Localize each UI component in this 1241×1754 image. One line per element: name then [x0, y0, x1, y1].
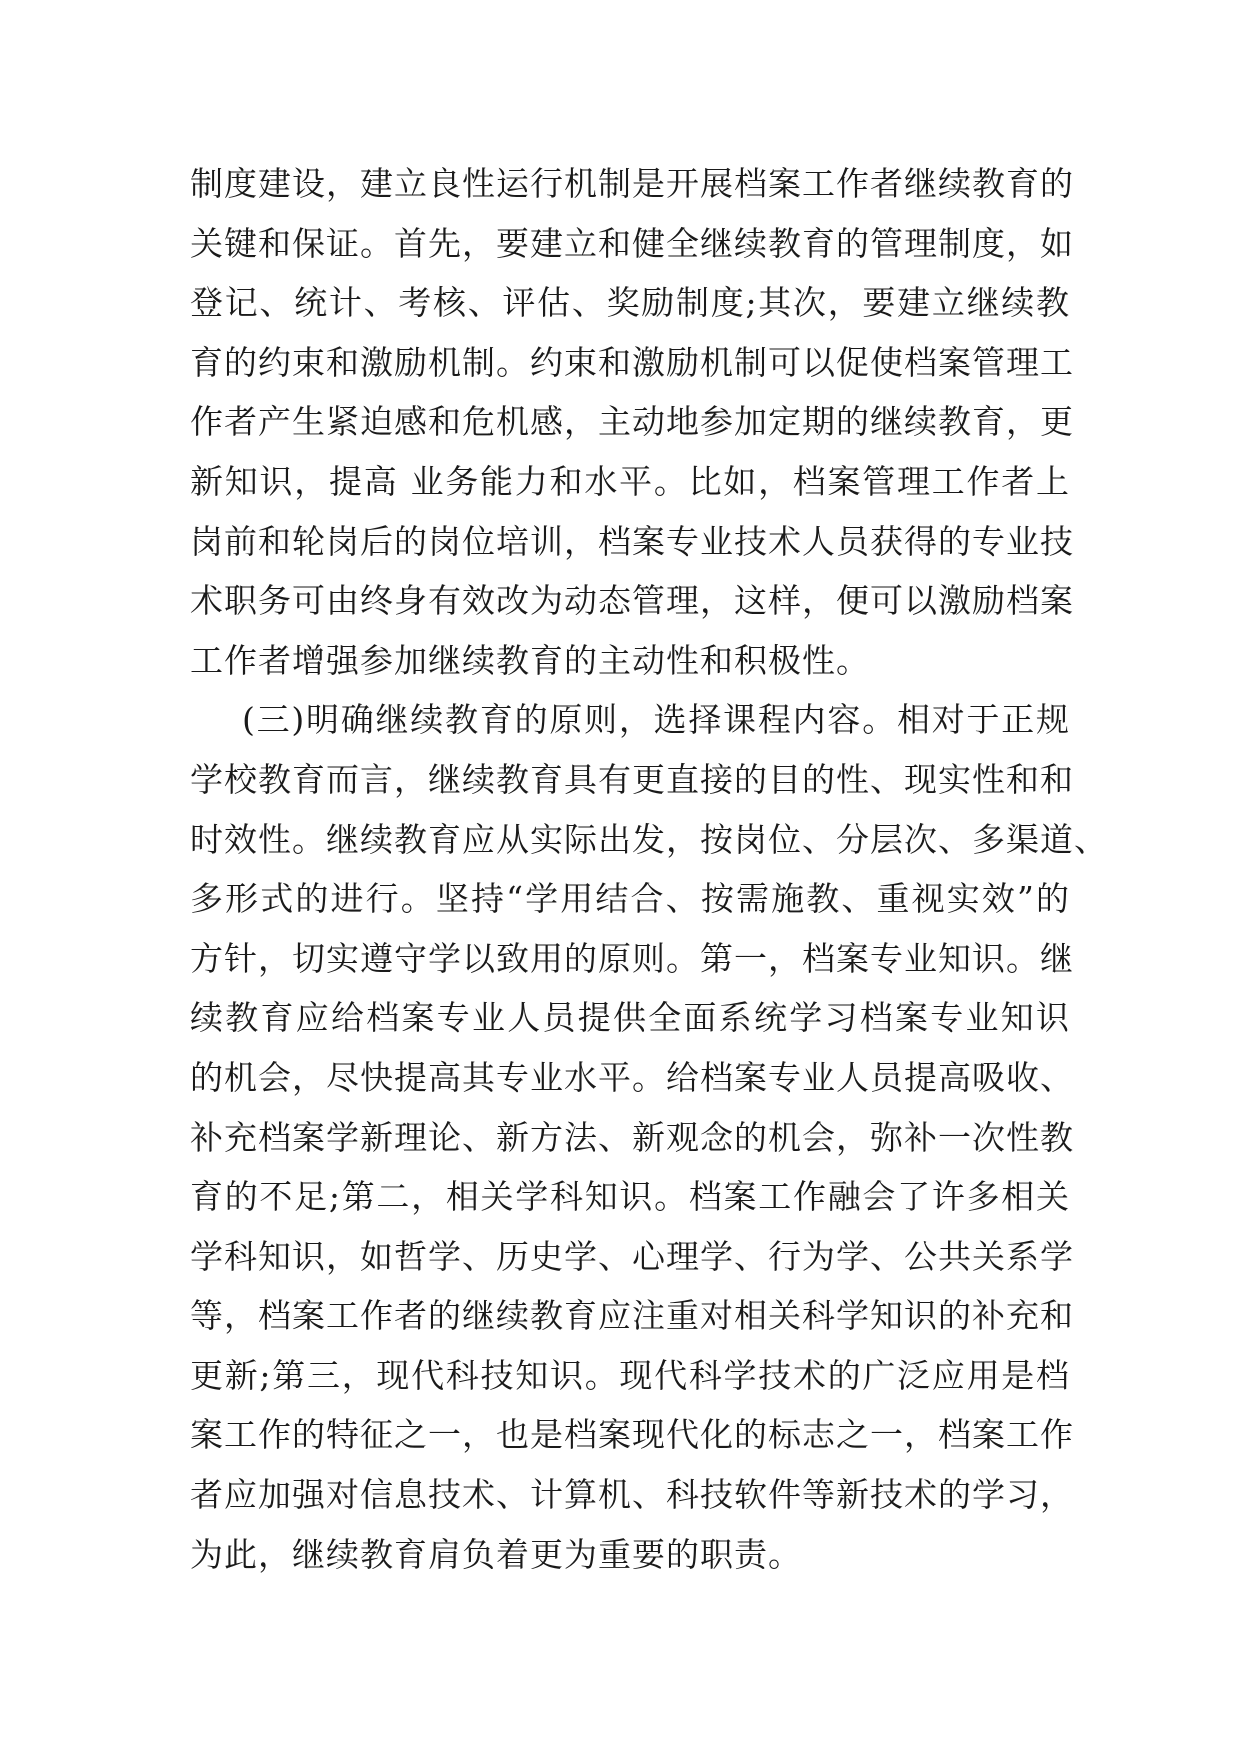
text-line: 的机会，尽快提高其专业水平。给档案专业人员提高吸收、 — [190, 1057, 1074, 1097]
text-line: 等，档案工作者的继续教育应注重对相关科学知识的补充和 — [190, 1296, 1074, 1336]
text-line: 作者产生紧迫感和危机感，主动地参加定期的继续教育，更 — [190, 402, 1074, 442]
text-line: 育的约束和激励机制。约束和激励机制可以促使档案管理工 — [190, 342, 1074, 382]
text-line: 岗前和轮岗后的岗位培训，档案专业技术人员获得的专业技 — [190, 521, 1074, 561]
text-line: 补充档案学新理论、新方法、新观念的机会，弥补一次性教 — [190, 1117, 1074, 1157]
text-line: 登记、统计、考核、评估、奖励制度;其次，要建立继续教 — [190, 283, 1070, 323]
text-line: 制度建设，建立良性运行机制是开展档案工作者继续教育的 — [190, 164, 1074, 203]
text-line: 者应加强对信息技术、计算机、科技软件等新技术的学习， — [190, 1475, 1074, 1515]
text-line: (三)明确继续教育的原则，选择课程内容。相对于正规 — [242, 700, 1070, 740]
text-line: 为此，继续教育肩负着更为重要的职责。 — [190, 1534, 802, 1574]
text-line: 方针，切实遵守学以致用的原则。第一，档案专业知识。继 — [190, 938, 1074, 978]
body-text — [190, 154, 1108, 1584]
text-line: 续教育应给档案专业人员提供全面系统学习档案专业知识 — [190, 998, 1070, 1038]
text-line: 多形式的进行。坚持“学用结合、按需施教、重视实效”的 — [190, 879, 1070, 919]
text-line: 关键和保证。首先，要建立和健全继续教育的管理制度，如 — [190, 223, 1074, 263]
text-line: 学校教育而言，继续教育具有更直接的目的性、现实性和和 — [190, 759, 1074, 799]
text-line: 育的不足;第二，相关学科知识。档案工作融会了许多相关 — [190, 1177, 1070, 1217]
text-line: 时效性。继续教育应从实际出发，按岗位、分层次、多渠道、 — [190, 819, 1108, 859]
text-line: 新知识，提高 业务能力和水平。比如，档案管理工作者上 — [190, 461, 1070, 501]
text-line: 学科知识，如哲学、历史学、心理学、行为学、公共关系学 — [190, 1236, 1074, 1276]
text-line: 更新;第三，现代科技知识。现代科学技术的广泛应用是档 — [190, 1355, 1070, 1395]
text-line: 术职务可由终身有效改为动态管理，这样，便可以激励档案 — [190, 581, 1074, 621]
text-line: 工作者增强参加继续教育的主动性和积极性。 — [190, 640, 870, 680]
text-line: 案工作的特征之一，也是档案现代化的标志之一，档案工作 — [190, 1415, 1074, 1455]
